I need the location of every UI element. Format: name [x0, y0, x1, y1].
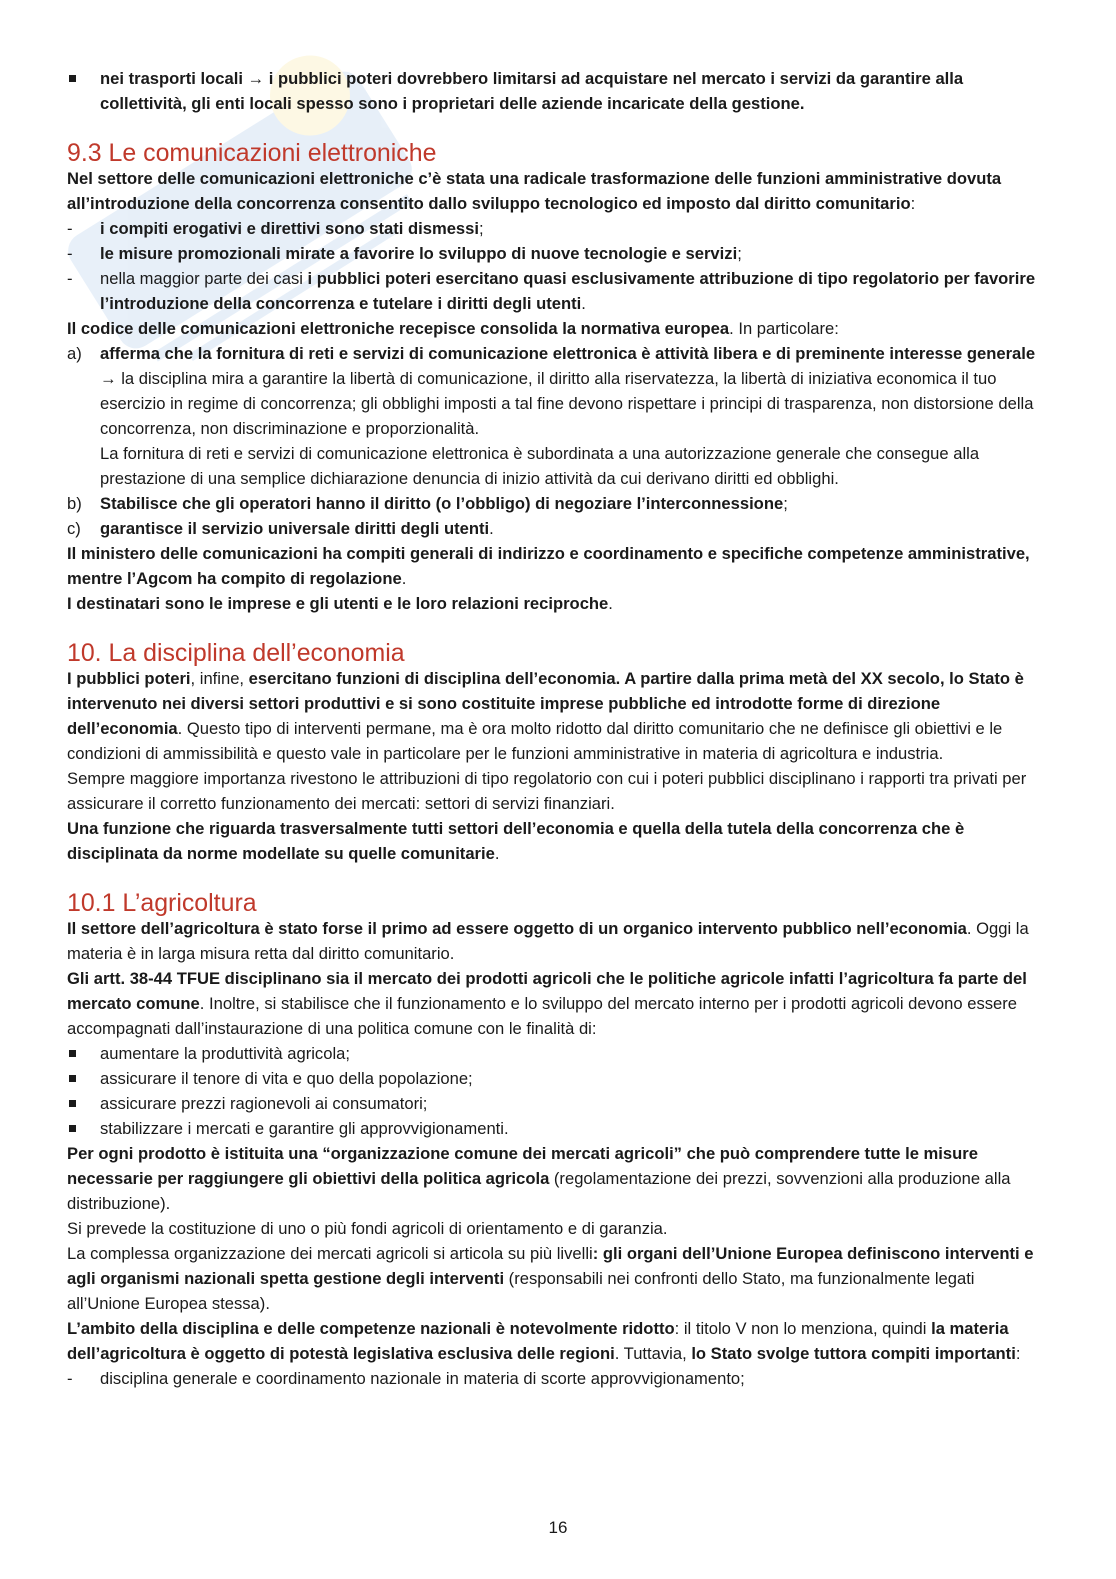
- paragraph: Gli artt. 38-44 TFUE disciplinano sia il mercato dei prodotti agricoli che le politiche agricole infatti l’agricoltura fa parte del mercato comune. Inoltre, si stabilisce che il funzionamento e lo sviluppo del mercato interno per i prodotti agricoli devono essere accompagnati dall’instaurazione di una politica comune con le finalità di:: [67, 969, 1027, 1038]
- bullet-item: assicurare prezzi ragionevoli ai consumatori;: [67, 1091, 1042, 1116]
- bullet-item: [67, 66, 1042, 116]
- section-heading-10: 10. La disciplina dell’economia: [67, 639, 405, 667]
- dash-marker: -: [67, 219, 73, 238]
- bullet-item: stabilizzare i mercati e garantire gli approvvigionamenti.: [67, 1116, 1042, 1141]
- dash-item: - i compiti erogativi e direttivi sono stati dismessi;: [67, 216, 1042, 241]
- paragraph: Il codice delle comunicazioni elettroniche recepisce consolida la normativa europea. In particolare:: [67, 319, 839, 338]
- letter-item-a: a) afferma che la fornitura di reti e servizi di comunicazione elettronica è attività libera e di preminente interesse generale → la disciplina mira a garantire la libertà di comunicazione, il diritto alla riservatezza, la libertà di iniziativa economica il tuo esercizio in regime di concorrenza; gli obblighi imposti a tal fine devono rispettare i principi di trasparenza, non distorsione della concorrenza, non discriminazione e proporzionalità.: [67, 344, 1036, 438]
- paragraph: Il ministero delle comunicazioni ha compiti generali di indirizzo e coordinamento e specifiche competenze amministrative, mentre l’Agcom ha compito di regolazione.: [67, 544, 1030, 588]
- dash-item: - le misure promozionali mirate a favorire lo sviluppo di nuove tecnologie e servizi;: [67, 241, 1042, 266]
- bullet-square-icon: [69, 1100, 76, 1107]
- dash-marker: -: [67, 244, 73, 263]
- dash-item: - nella maggior parte dei casi i pubblici poteri esercitano quasi esclusivamente attribuzione di tipo regolatorio per favorire l’introduzione della concorrenza e tutelare i diritti degli utenti.: [67, 266, 1042, 316]
- bullet-item: aumentare la produttività agricola;: [67, 1041, 1042, 1066]
- dash-item: - disciplina generale e coordinamento nazionale in materia di scorte approvvigionamento;: [67, 1366, 1042, 1391]
- paragraph: I destinatari sono le imprese e gli utenti e le loro relazioni reciproche.: [67, 594, 613, 613]
- paragraph: Nel settore delle comunicazioni elettroniche c’è stata una radicale trasformazione delle funzioni amministrative dovuta all’introduzione della concorrenza consentito dallo sviluppo tecnologico ed imposto dal diritto comunitario:: [67, 169, 1002, 213]
- paragraph: L’ambito della disciplina e delle competenze nazionali è notevolmente ridotto: il titolo V non lo menziona, quindi la materia dell’agricoltura è oggetto di potestà legislativa esclusiva delle regioni. Tuttavia, lo Stato svolge tuttora compiti importanti:: [67, 1319, 1021, 1363]
- paragraph: Per ogni prodotto è istituita una “organizzazione comune dei mercati agricoli” che può comprendere tutte le misure necessarie per raggiungere gli obiettivi della politica agricola (regolamentazione dei prezzi, sovvenzioni alla produzione alla distribuzione).: [67, 1144, 1011, 1213]
- paragraph: Si prevede la costituzione di uno o più fondi agricoli di orientamento e di garanzia.: [67, 1219, 668, 1238]
- bullet-text: nei trasporti locali → i pubblici poteri dovrebbero limitarsi ad acquistare nel mercato i servizi da garantire alla collettività, gli enti locali spesso sono i proprietari delle aziende incaricate della gestione.: [100, 69, 964, 113]
- page-number: 16: [548, 1518, 568, 1537]
- letter-item-b: b) Stabilisce che gli operatori hanno il diritto (o l’obbligo) di negoziare l’interconnessione;: [67, 494, 788, 513]
- paragraph: Sempre maggiore importanza rivestono le attribuzioni di tipo regolatorio con cui i poteri pubblici disciplinano i rapporti tra privati per assicurare il corretto funzionamento dei mercati: settori di servizi finanziari.: [67, 769, 1027, 813]
- section-heading-10-1: 10.1 L’agricoltura: [67, 889, 257, 917]
- bullet-square-icon: [69, 75, 76, 82]
- paragraph: Il settore dell’agricoltura è stato forse il primo ad essere oggetto di un organico intervento pubblico nell’economia. Oggi la materia è in larga misura retta dal diritto comunitario.: [67, 919, 1029, 963]
- paragraph: Una funzione che riguarda trasversalmente tutti settori dell’economia e quella della tutela della concorrenza che è disciplinata da norme modellate su quelle comunitarie.: [67, 819, 965, 863]
- bullet-item: assicurare il tenore di vita e quo della popolazione;: [67, 1066, 1042, 1091]
- bullet-square-icon: [69, 1050, 76, 1057]
- section-heading-9-3: 9.3 Le comunicazioni elettroniche: [67, 139, 437, 167]
- paragraph: La complessa organizzazione dei mercati agricoli si articola su più livelli: gli organi dell’Unione Europea definiscono interventi e agli organismi nazionali spetta gestione degli interventi (responsabili nei confronti dello Stato, ma funzionalmente legati all’Unione Europea stessa).: [67, 1244, 1034, 1313]
- bullet-square-icon: [69, 1125, 76, 1132]
- dash-marker: -: [67, 1369, 73, 1388]
- letter-item-c: c) garantisce il servizio universale diritti degli utenti.: [67, 519, 494, 538]
- letter-item-a-continuation: La fornitura di reti e servizi di comunicazione elettronica è subordinata a una autorizzazione generale che consegue alla prestazione di una semplice dichiarazione denuncia di inizio attività da cui derivano diritti ed obblighi.: [100, 444, 980, 488]
- dash-marker: -: [67, 269, 73, 288]
- paragraph: I pubblici poteri, infine, esercitano funzioni di disciplina dell’economia. A partire dalla prima metà del XX secolo, lo Stato è intervenuto nei diversi settori produttivi e si sono costituite imprese pubbliche ed introdotte forme di direzione dell’economia. Questo tipo di interventi permane, ma è ora molto ridotto dal diritto comunitario che ne definisce gli obiettivi e le condizioni di ammissibilità e questo vale in particolare per le funzioni amministrative in materia di agricoltura e industria.: [67, 669, 1024, 763]
- bullet-square-icon: [69, 1075, 76, 1082]
- document-page: [67, 66, 1042, 1391]
